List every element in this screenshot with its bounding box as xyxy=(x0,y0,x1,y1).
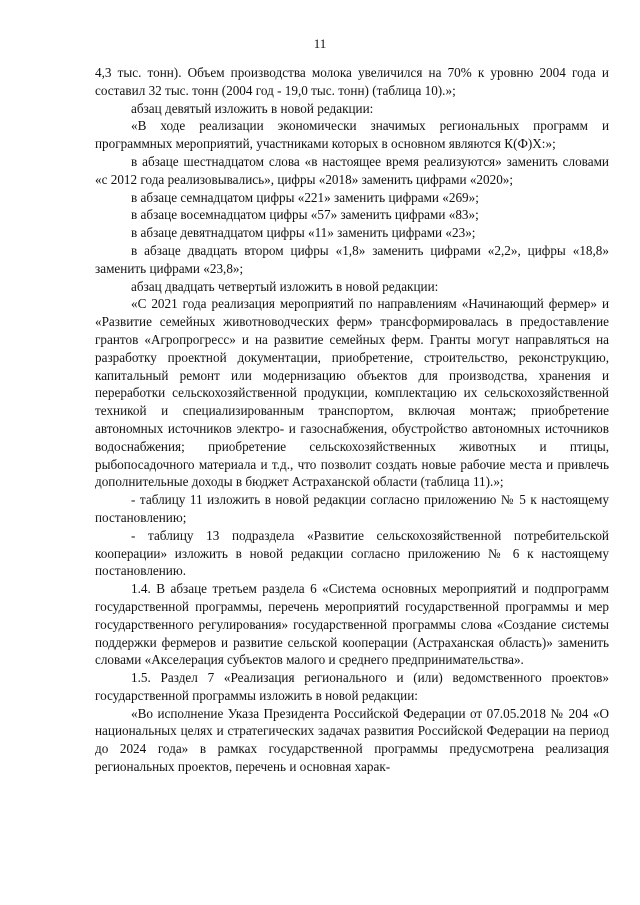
paragraph: в абзаце двадцать втором цифры «1,8» заменить цифрами «2,2», цифры «18,8» заменить цифрами «23,8»; xyxy=(95,242,609,276)
document-body xyxy=(95,64,609,776)
paragraph-quote: «С 2021 года реализация мероприятий по направлениям «Начинающий фермер» и «Развитие семейных животноводческих ферм» трансформировалась в предоставление грантов «Агропрогресс» и на развитие семейных ферм. Гранты могут направляться на разработку проектной документации, приобретение, строительство, реконструкцию, капитальный ремонт или модернизацию объектов для производства, хранения и переработки сельскохозяйственной продукции, комплектацию их сельскохозяйственной техникой и специализированным транспортом, включая монтаж; приобретение автономных источников электро- и газоснабжения, обустройство автономных источников водоснабжения; приобретение сельскохозяйственных животных и птицы, рыбопосадочного материала и т.д., что позволит создать новые рабочие места и привлечь дополнительные доходы в бюджет Астраханской области (таблица 11).»; xyxy=(95,296,609,490)
paragraph: в абзаце восемнадцатом цифры «57» заменить цифрами «83»; xyxy=(131,207,479,223)
paragraph-clause: 1.4. В абзаце третьем раздела 6 «Система основных мероприятий и подпрограмм государственной программы, перечень мероприятий государственной программы и мер государственного регулирования» государственной программы слова «Создание системы поддержки фермеров и развитие сельской кооперации (Астраханская область)» заменить словами «Акселерация субъектов малого и среднего предпринимательства». xyxy=(95,581,609,668)
paragraph: абзац двадцать четвертый изложить в новой редакции: xyxy=(131,278,439,294)
paragraph: в абзаце шестнадцатом слова «в настоящее время реализуются» заменить словами «с 2012 года реализовывались», цифры «2018» заменить цифрами «2020»; xyxy=(95,153,609,187)
paragraph: в абзаце девятнадцатом цифры «11» заменить цифрами «23»; xyxy=(131,225,476,241)
paragraph-list-item: - таблицу 13 подраздела «Развитие сельскохозяйственной потребительской кооперации» изложить в новой редакции согласно приложению № 6 к настоящему постановлению. xyxy=(95,527,609,579)
paragraph-quote: «Во исполнение Указа Президента Российской Федерации от 07.05.2018 № 204 «О национальных целях и стратегических задачах развития Российской Федерации на период до 2024 года» в рамках государственной программы предусмотрена реализация региональных проектов, перечень и основная харак- xyxy=(95,705,609,775)
paragraph-clause: 1.5. Раздел 7 «Реализация регионального и (или) ведомственного проектов» государственной программы изложить в новой редакции: xyxy=(95,670,609,703)
paragraph-list-item: - таблицу 11 изложить в новой редакции согласно приложению № 5 к настоящему постановлению; xyxy=(95,492,609,525)
paragraph: абзац девятый изложить в новой редакции: xyxy=(131,100,374,116)
paragraph: в абзаце семнадцатом цифры «221» заменить цифрами «269»; xyxy=(131,189,479,205)
page-number: 11 xyxy=(313,36,327,51)
paragraph-continuation: 4,3 тыс. тонн). Объем производства молока увеличился на 70% к уровню 2004 года и составил 32 тыс. тонн (2004 год - 19,0 тыс. тонн) (таблица 10).»; xyxy=(95,65,609,98)
paragraph-quote: «В ходе реализации экономически значимых региональных программ и программных мероприятий, участниками которых в основном являются К(Ф)Х:»; xyxy=(95,118,609,152)
